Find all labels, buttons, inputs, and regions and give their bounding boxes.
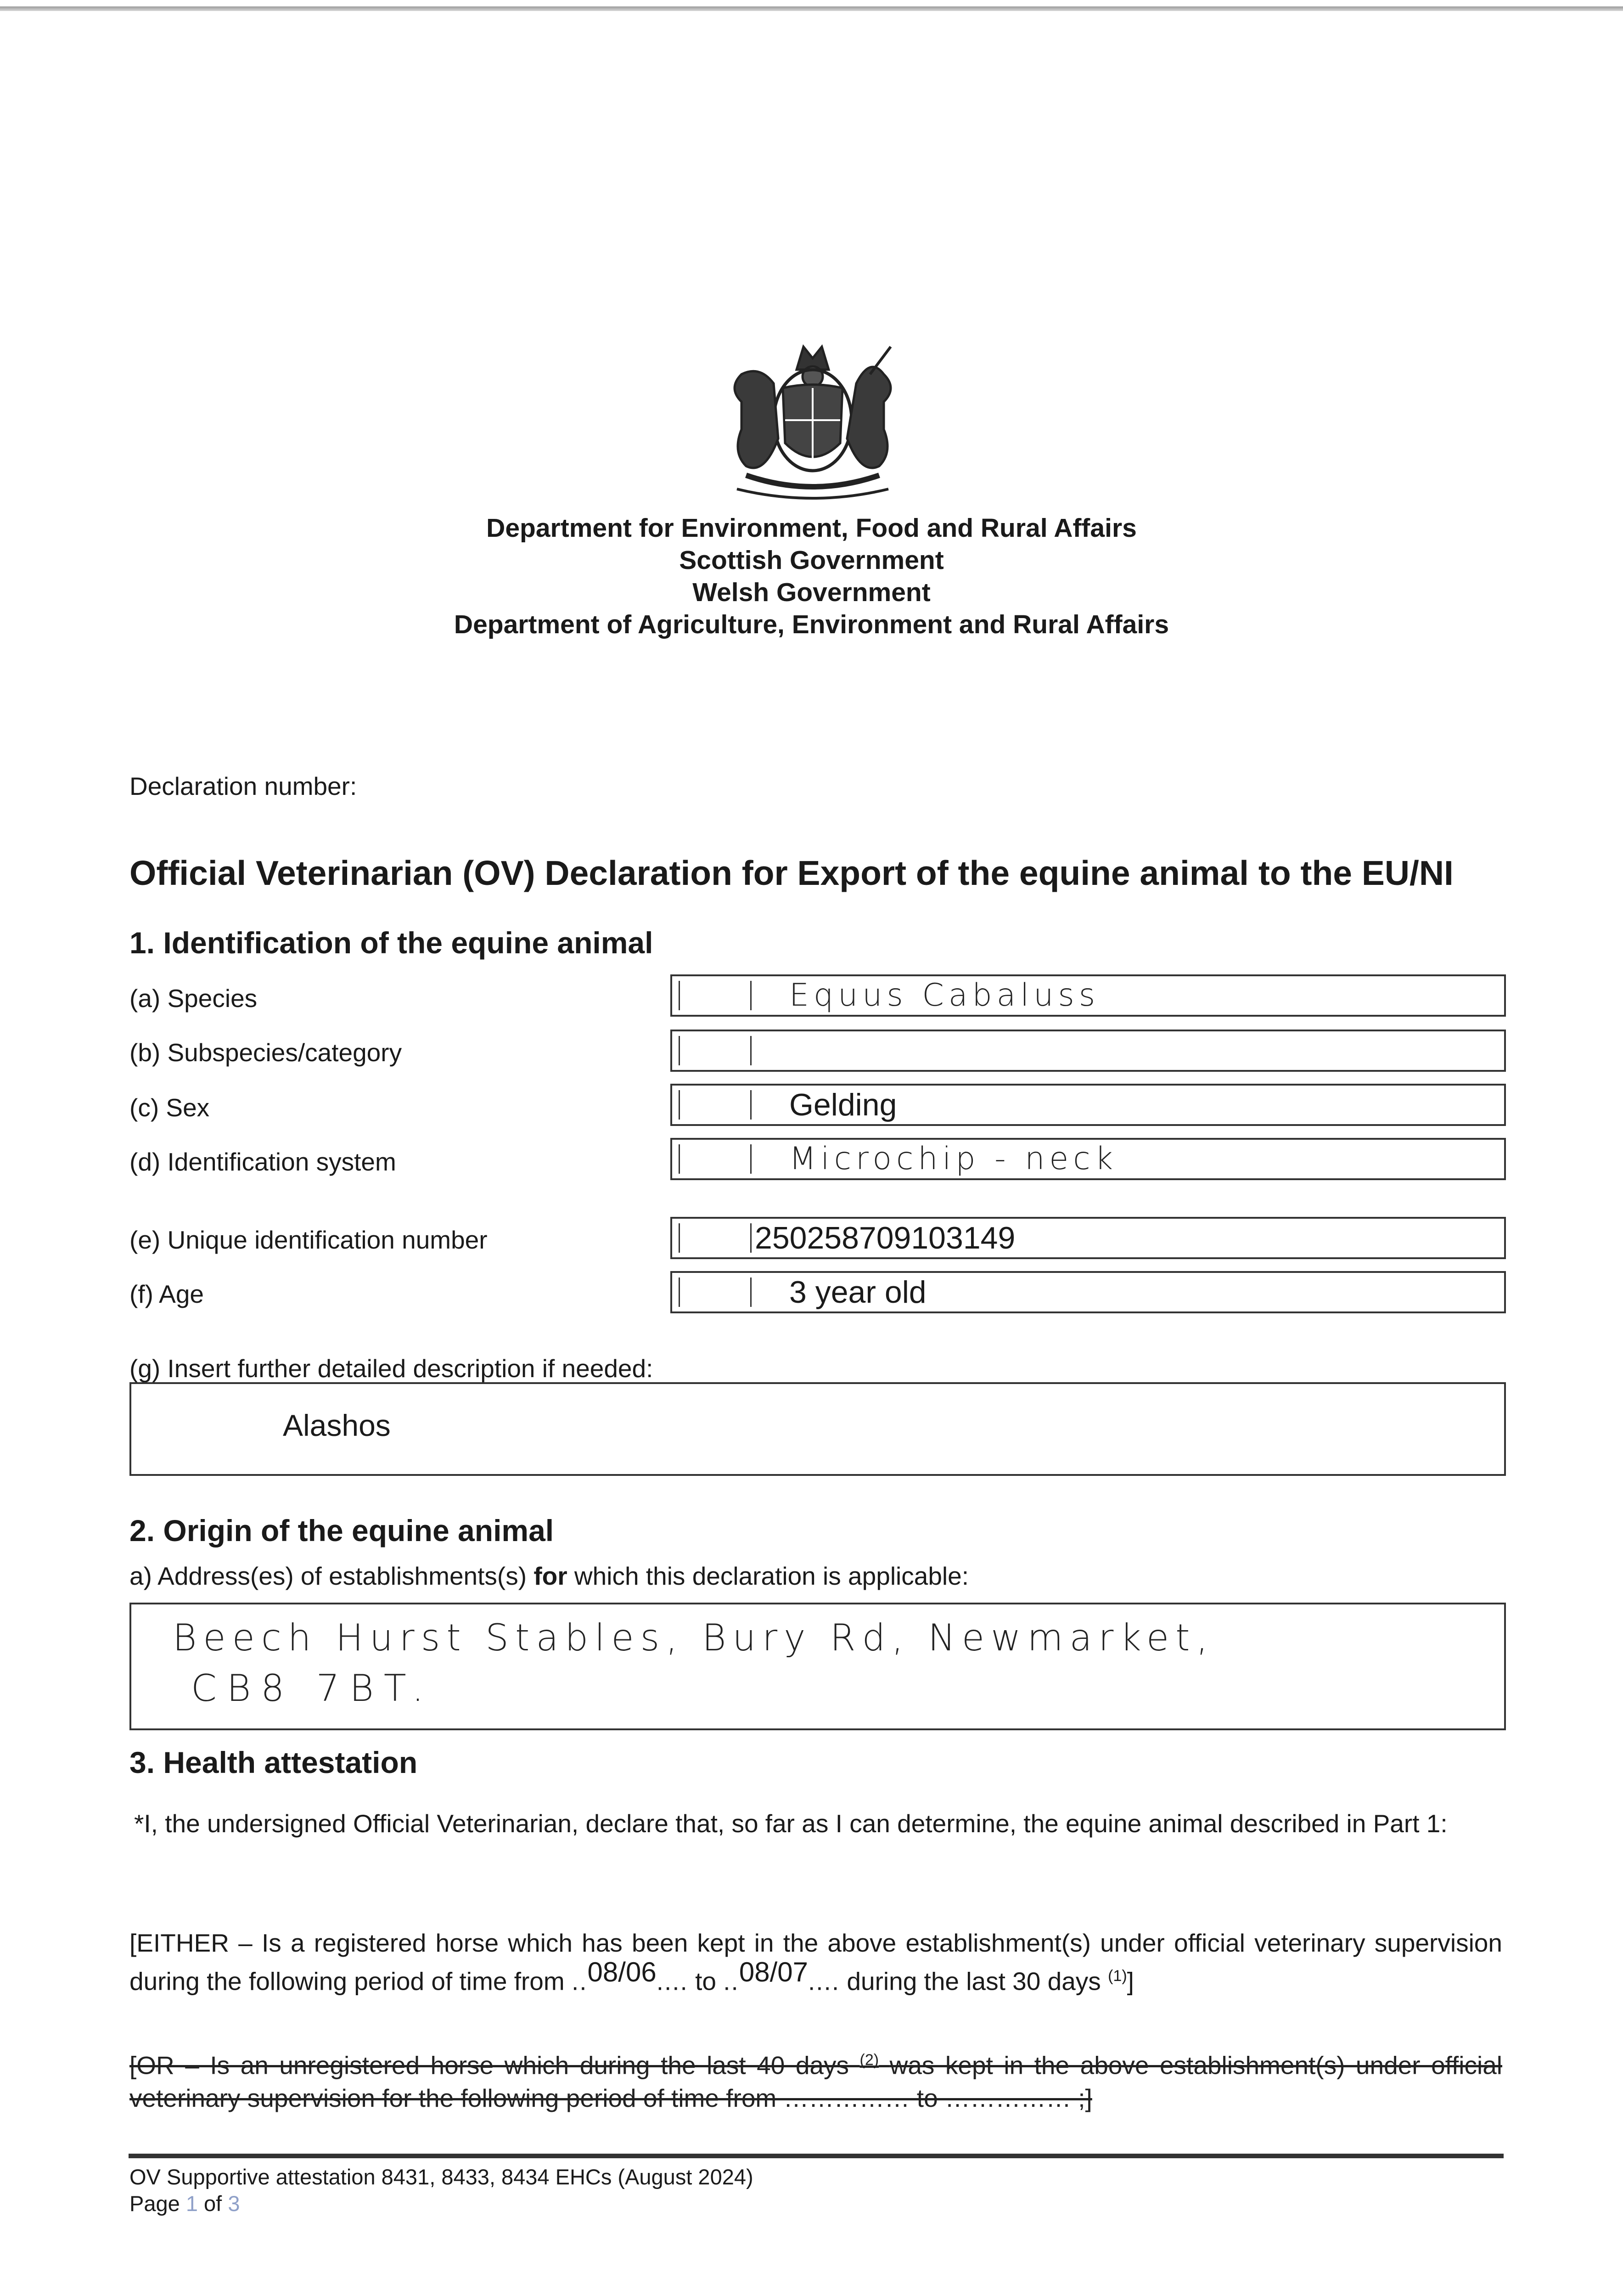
further-description-value: Alashos bbox=[283, 1408, 391, 1442]
age-label: (f) Age bbox=[129, 1280, 204, 1308]
header-line: Scottish Government bbox=[679, 546, 944, 575]
uin-label: (e) Unique identification number bbox=[129, 1226, 488, 1254]
establishment-address-line2: CB8 7BT. bbox=[191, 1667, 434, 1710]
sex-value: Gelding bbox=[789, 1087, 897, 1122]
uin-field[interactable] bbox=[670, 1217, 1506, 1259]
further-description-box[interactable] bbox=[129, 1382, 1506, 1476]
unregistered-horse-clause-struck: [OR – Is an unregistered horse which during the last 40 days $^{(2)}$ was kept in the above establishment(s) under official veterinary supervision for the following period of time from …………… to …………… ;] bbox=[129, 2051, 1503, 2113]
subspecies-label: (b) Subspecies/category bbox=[129, 1038, 402, 1067]
species-label: (a) Species bbox=[129, 984, 258, 1013]
establishment-address-box[interactable] bbox=[129, 1603, 1506, 1730]
section2-heading: 2. Origin of the equine animal bbox=[129, 1514, 554, 1548]
species-field[interactable] bbox=[670, 974, 1506, 1017]
age-field[interactable] bbox=[670, 1271, 1506, 1313]
address-instruction: a) Address(es) of establishments(s) for which this declaration is applicable: bbox=[129, 1562, 969, 1590]
royal-coat-of-arms bbox=[709, 338, 916, 505]
species-value: Equus Cabaluss bbox=[789, 977, 1100, 1013]
health-attestation-intro: *I, the undersigned Official Veterinarian, declare that, so far as I can determine, the equine animal described in Part 1: bbox=[134, 1809, 1448, 1838]
identification-system-field[interactable] bbox=[670, 1138, 1506, 1180]
date-from: 08/06 bbox=[587, 1957, 657, 1988]
section3-heading: 3. Health attestation bbox=[129, 1745, 418, 1779]
further-description-label: (g) Insert further detailed description if needed: bbox=[129, 1354, 653, 1383]
identification-system-value: Microchip - neck bbox=[789, 1141, 1118, 1177]
issuing-authorities bbox=[0, 512, 1623, 641]
section1-heading: 1. Identification of the equine animal bbox=[129, 926, 653, 960]
subspecies-field[interactable] bbox=[670, 1030, 1506, 1072]
header-line: Department of Agriculture, Environment and Rural Affairs bbox=[454, 610, 1169, 639]
date-to: 08/07 bbox=[739, 1957, 808, 1988]
footer-divider bbox=[129, 2154, 1504, 2158]
header-line: Welsh Government bbox=[692, 578, 931, 607]
age-value: 3 year old bbox=[789, 1275, 927, 1310]
footer-reference: OV Supportive attestation 8431, 8433, 8434 EHCs (August 2024) bbox=[129, 2165, 753, 2189]
identification-system-label: (d) Identification system bbox=[129, 1148, 396, 1176]
declaration-number-label: Declaration number: bbox=[129, 772, 357, 800]
header-line: Department for Environment, Food and Rural Affairs bbox=[486, 513, 1137, 543]
uin-value: 250258709103149 bbox=[755, 1221, 1016, 1255]
page-indicator: Page 1 of 3 bbox=[129, 2191, 240, 2216]
page-title: Official Veterinarian (OV) Declaration for Export of the equine animal to the EU/NI bbox=[129, 854, 1454, 892]
sex-label: (c) Sex bbox=[129, 1093, 210, 1122]
sex-field[interactable] bbox=[670, 1084, 1506, 1126]
establishment-address-line1: Beech Hurst Stables, Bury Rd, Newmarket, bbox=[173, 1616, 1214, 1659]
registered-horse-clause: [EITHER – Is a registered horse which has been kept in the above establishment(s) under official veterinary supervision during the following period of time from ..08/06.... to ..08/07.... during the last 30 days $^{(1)}$] bbox=[129, 1929, 1502, 1996]
scan-top-edge bbox=[0, 6, 1623, 11]
